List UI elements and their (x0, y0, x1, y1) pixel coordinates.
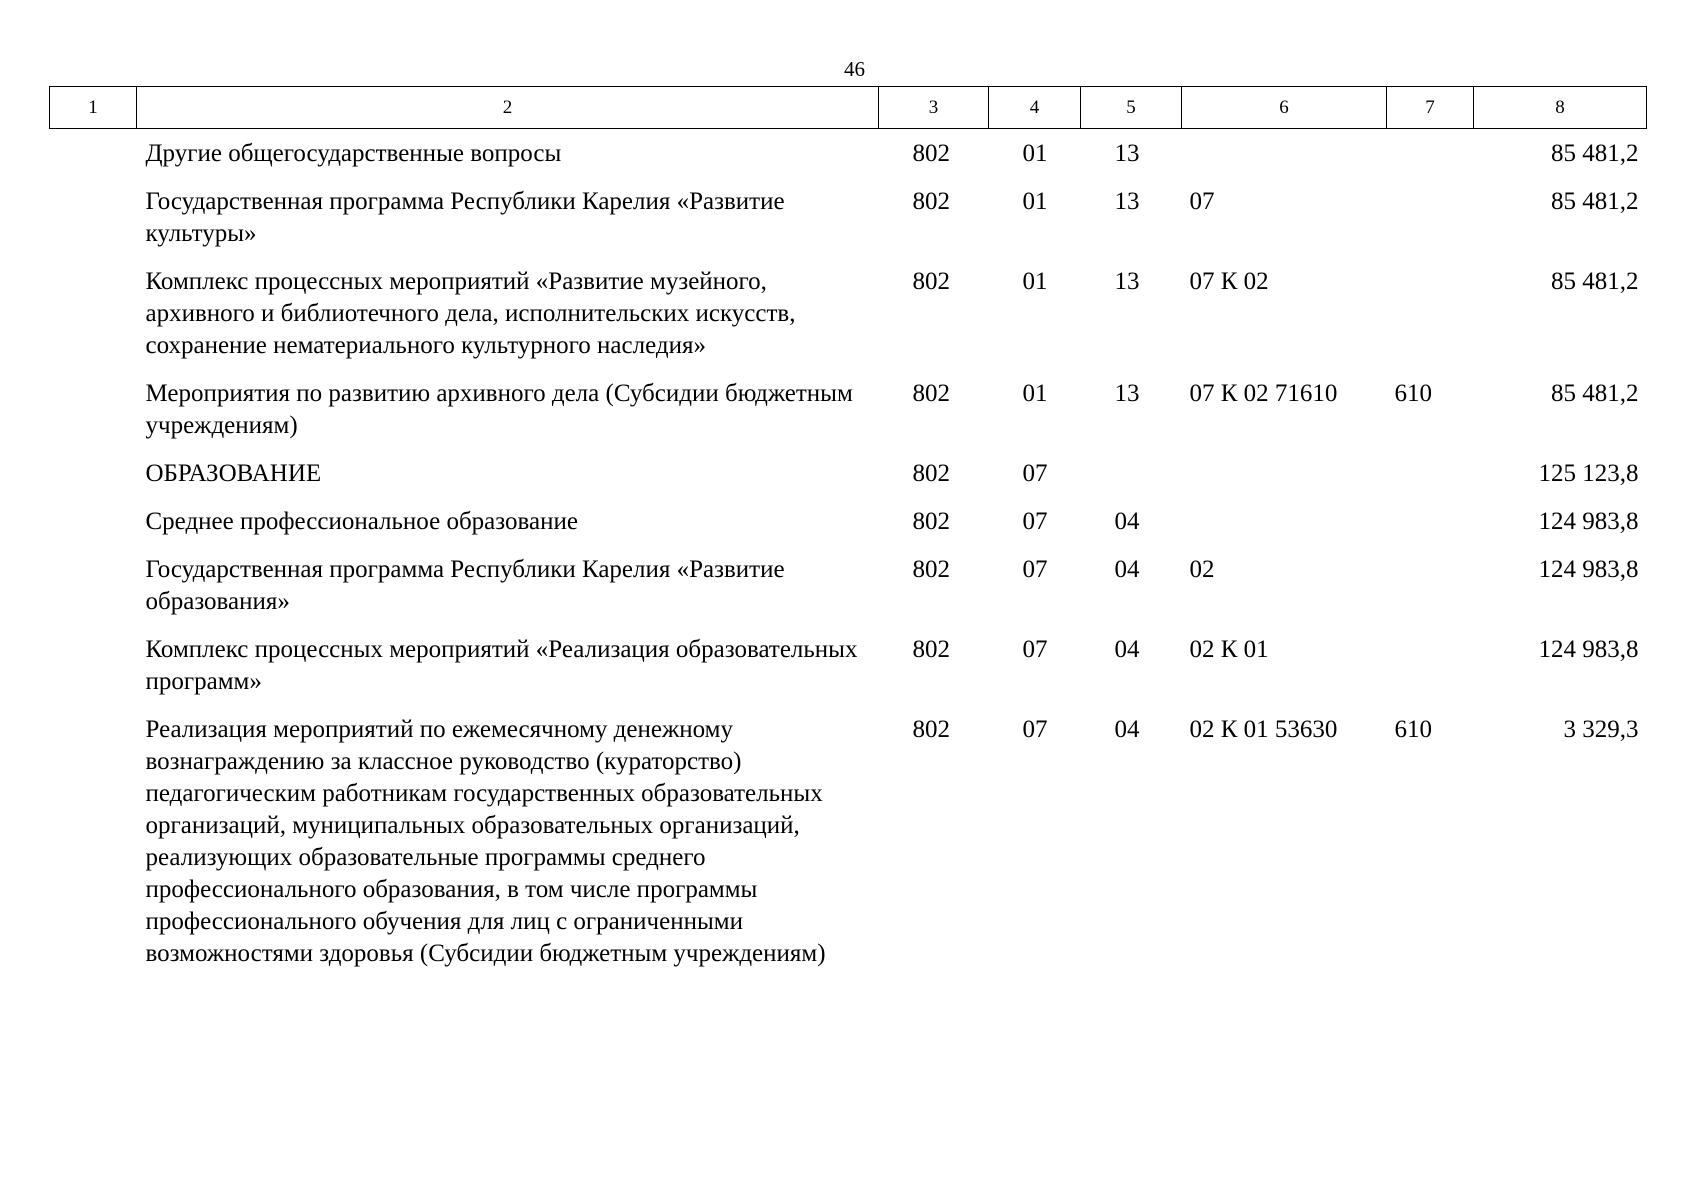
column-header-7: 7 (1387, 87, 1474, 129)
row-target-article (1182, 129, 1387, 179)
column-header-5: 5 (1081, 87, 1182, 129)
table-row (50, 498, 1647, 546)
row-subsection: 04 (1114, 716, 1140, 743)
table-row (50, 258, 1647, 370)
column-header-8: 8 (1474, 87, 1647, 129)
row-name: Государственная программа Республики Карелия «Развитие образования» (145, 556, 785, 615)
row-section: 01 (1022, 140, 1048, 167)
row-expense-type (1387, 450, 1474, 498)
row-expense-type: 610 (1394, 380, 1432, 407)
table-body (50, 129, 1647, 979)
row-section: 07 (1022, 460, 1048, 487)
row-target-article (1182, 450, 1387, 498)
row-target-article: 07 К 02 (1189, 268, 1269, 295)
row-amount: 85 481,2 (1551, 268, 1639, 295)
row-subsection: 13 (1114, 268, 1140, 295)
row-name: Комплекс процессных мероприятий «Реализация образовательных программ» (145, 636, 858, 695)
row-amount: 124 983,8 (1538, 636, 1639, 663)
table-header (50, 87, 1647, 129)
row-ministry-code: 802 (912, 188, 950, 215)
row-subsection: 04 (1114, 636, 1140, 663)
row-subsection: 13 (1114, 380, 1140, 407)
row-expense-type (1387, 178, 1474, 258)
row-expense-type (1387, 129, 1474, 179)
row-amount: 85 481,2 (1551, 188, 1639, 215)
row-col-1 (50, 450, 137, 498)
row-target-article: 07 (1189, 188, 1215, 215)
row-section: 07 (1022, 508, 1048, 535)
row-target-article: 07 К 02 71610 (1189, 380, 1338, 407)
row-section: 01 (1022, 268, 1048, 295)
row-ministry-code: 802 (912, 556, 950, 583)
row-amount: 85 481,2 (1551, 140, 1639, 167)
row-ministry-code: 802 (912, 140, 950, 167)
row-col-1 (50, 258, 137, 370)
table-row (50, 370, 1647, 450)
budget-table (49, 86, 1647, 978)
row-section: 07 (1022, 556, 1048, 583)
row-expense-type (1387, 498, 1474, 546)
row-ministry-code: 802 (912, 716, 950, 743)
column-header-2: 2 (137, 87, 879, 129)
row-col-1 (50, 626, 137, 706)
row-ministry-code: 802 (912, 380, 950, 407)
table-row (50, 626, 1647, 706)
row-subsection: 13 (1114, 188, 1140, 215)
row-name: Государственная программа Республики Карелия «Развитие культуры» (145, 188, 785, 247)
table-row (50, 546, 1647, 626)
row-name: Мероприятия по развитию архивного дела (Субсидии бюджетным учреждениям) (145, 380, 853, 439)
row-name: Среднее профессиональное образование (145, 508, 578, 535)
row-col-1 (50, 706, 137, 978)
row-col-1 (50, 370, 137, 450)
row-ministry-code: 802 (912, 268, 950, 295)
row-ministry-code: 802 (912, 508, 950, 535)
row-name: ОБРАЗОВАНИЕ (145, 460, 322, 487)
row-expense-type (1387, 626, 1474, 706)
row-expense-type (1387, 546, 1474, 626)
row-name: Реализация мероприятий по ежемесячному денежному вознаграждению за классное руководство (кураторство) педагогическим работникам государственных образовательных организаций, муниципальных образовательных организаций, реализующих образовательные программы среднего профессионального образования, в том числе программы профессионального обучения для лиц с ограниченными возможностями здоровья (Субсидии бюджетным учреждениям) (145, 716, 826, 967)
row-target-article: 02 (1189, 556, 1215, 583)
row-amount: 124 983,8 (1538, 508, 1639, 535)
row-subsection (1081, 450, 1182, 498)
row-col-1 (50, 498, 137, 546)
row-section: 07 (1022, 636, 1048, 663)
row-section: 07 (1022, 716, 1048, 743)
column-header-1: 1 (50, 87, 137, 129)
row-amount: 125 123,8 (1538, 460, 1639, 487)
row-amount: 3 329,3 (1563, 716, 1639, 743)
row-amount: 124 983,8 (1538, 556, 1639, 583)
table-row (50, 129, 1647, 179)
row-ministry-code: 802 (912, 636, 950, 663)
row-col-1 (50, 129, 137, 179)
row-name: Комплекс процессных мероприятий «Развитие музейного, архивного и библиотечного дела, исполнительских искусств, сохранение нематериального культурного наследия» (145, 268, 796, 359)
row-name: Другие общегосударственные вопросы (145, 140, 562, 167)
row-section: 01 (1022, 380, 1048, 407)
column-number-row (50, 87, 1647, 129)
row-subsection: 13 (1114, 140, 1140, 167)
column-header-4: 4 (989, 87, 1081, 129)
page-number: 46 (844, 57, 865, 81)
row-expense-type: 610 (1394, 716, 1432, 743)
row-subsection: 04 (1114, 508, 1140, 535)
column-header-6: 6 (1182, 87, 1387, 129)
row-col-1 (50, 546, 137, 626)
row-expense-type (1387, 258, 1474, 370)
table-row (50, 450, 1647, 498)
row-target-article: 02 К 01 (1189, 636, 1269, 663)
row-subsection: 04 (1114, 556, 1140, 583)
table-row (50, 178, 1647, 258)
table-row (50, 706, 1647, 978)
row-target-article (1182, 498, 1387, 546)
column-header-3: 3 (879, 87, 989, 129)
row-target-article: 02 К 01 53630 (1189, 716, 1338, 743)
row-section: 01 (1022, 188, 1048, 215)
row-amount: 85 481,2 (1551, 380, 1639, 407)
row-col-1 (50, 178, 137, 258)
row-ministry-code: 802 (912, 460, 950, 487)
